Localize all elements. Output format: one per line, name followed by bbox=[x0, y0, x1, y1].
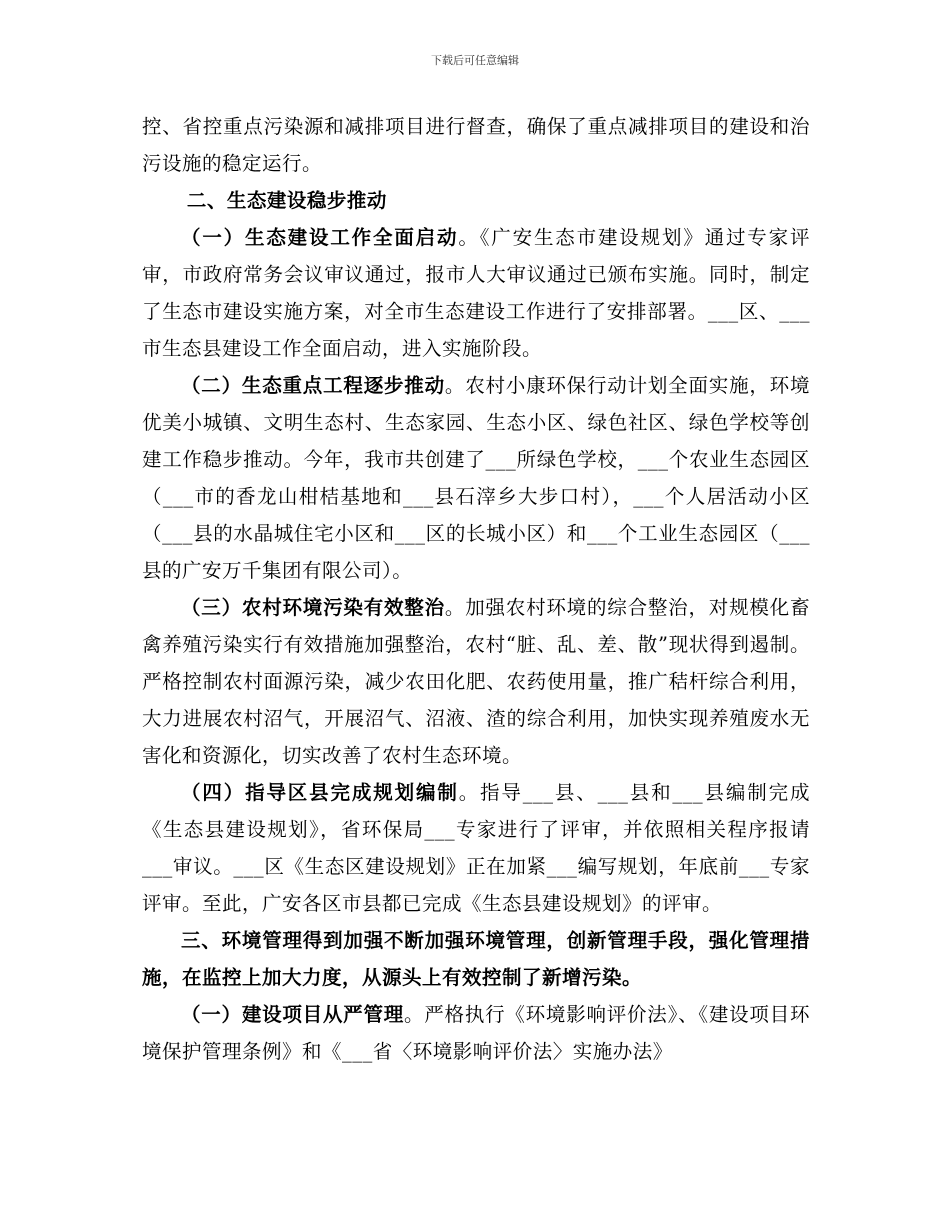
paragraph-5 bbox=[142, 996, 810, 1070]
paragraph-3 bbox=[142, 589, 810, 774]
paragraph-2 bbox=[142, 367, 810, 589]
paragraph-2-title: （二）生态重点工程逐步推动 bbox=[181, 374, 445, 397]
paragraph-1 bbox=[142, 219, 810, 367]
paragraph-2-body: 。农村小康环保行动计划全面实施，环境优美小城镇、文明生态村、生态家园、生态小区、绿色社区、绿色学校等创建工作稳步推动。今年，我市共创建了___所绿色学校，___个农业生态园区（___市的香龙山柑桔基地和___县石滓乡大步口村），___个人居活动小区（___县的水晶城住宅小区和___区的长城小区）和___个工业生态园区（___县的广安万千集团有限公司）。 bbox=[142, 374, 810, 582]
page-header: 下载后可任意编辑 bbox=[431, 54, 519, 67]
paragraph-4-body: 。指导___县、___县和___县编制完成《生态县建设规划》，省环保局___专家进行了评审，并依照相关程序报请___审议。___区《生态区建设规划》正在加紧___编写规划，年底前___专家评审。至此，广安各区市县都已完成《生态县建设规划》的评审。 bbox=[142, 781, 810, 915]
document-body bbox=[142, 108, 810, 1070]
paragraph-4-title: （四）指导区县完成规划编制 bbox=[181, 781, 459, 804]
paragraph-4 bbox=[142, 774, 810, 922]
section-heading-3: 三、环境管理得到加强不断加强环境管理，创新管理手段，强化管理措施，在监控上加大力度，从源头上有效控制了新增污染。 bbox=[142, 929, 810, 989]
paragraph-5-body: 。严格执行《环境影响评价法》、《建设项目环境保护管理条例》和《___省〈环境影响评价法〉实施办法》 bbox=[142, 1003, 810, 1063]
paragraph-3-body: 。加强农村环境的综合整治，对规模化畜禽养殖污染实行有效措施加强整治，农村“脏、乱、差、散”现状得到遏制。严格控制农村面源污染，减少农田化肥、农药使用量，推广秸杆综合利用，大力进展农村沼气，开展沼气、沼液、渣的综合利用，加快实现养殖废水无害化和资源化，切实改善了农村生态环境。 bbox=[142, 596, 810, 767]
paragraph-1-body: 。《广安生态市建设规划》通过专家评审，市政府常务会议审议通过，报市人大审议通过已颁布实施。同时，制定了生态市建设实施方案，对全市生态建设工作进行了安排部署。___区、___市生态县建设工作全面启动，进入实施阶段。 bbox=[142, 226, 810, 360]
paragraph-3-title: （三）农村环境污染有效整治 bbox=[181, 596, 445, 619]
paragraph-continuation: 控、省控重点污染源和减排项目进行督查，确保了重点减排项目的建设和治污设施的稳定运行。 bbox=[142, 115, 810, 175]
section-heading-2: 二、生态建设稳步推动 bbox=[186, 189, 387, 212]
paragraph-1-title: （一）生态建设工作全面启动 bbox=[181, 226, 459, 249]
paragraph-5-title: （一）建设项目从严管理 bbox=[181, 1003, 405, 1026]
